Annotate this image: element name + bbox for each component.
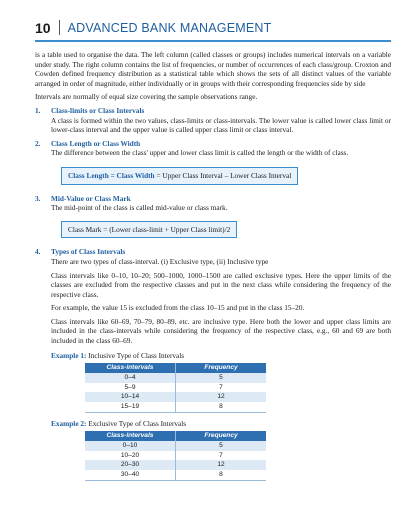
column-header: Frequency bbox=[176, 363, 267, 373]
table-row bbox=[85, 441, 266, 451]
table-row bbox=[85, 373, 266, 383]
section-heading: Mid-Value or Class Mark bbox=[51, 193, 131, 203]
table-cell: 8 bbox=[176, 470, 267, 480]
column-header: Class-intervals bbox=[85, 363, 176, 373]
header-rule bbox=[35, 40, 391, 42]
table-cell: 5 bbox=[176, 441, 267, 451]
section-number: 1. bbox=[35, 105, 41, 115]
table-header-row bbox=[85, 363, 266, 373]
section-body-line: Class intervals like 0–10, 10–20; 500–1000, 1000–1500 are called exclusive types. Here the upper limits of the classes are excluded from the respective classes and put in the next class while considering the frequency of the respective class. bbox=[51, 270, 391, 299]
table-row bbox=[85, 392, 266, 402]
table-cell: 12 bbox=[176, 460, 267, 470]
table-cell: 7 bbox=[176, 383, 267, 393]
table-cell: 5 bbox=[176, 373, 267, 383]
table-cell: 0–10 bbox=[85, 441, 176, 451]
class-mark-formula-box: Class Mark = (Lower class-limit + Upper Class limit)/2 bbox=[61, 221, 237, 239]
class-width-formula-box bbox=[61, 167, 298, 185]
column-header: Class-intervals bbox=[85, 431, 176, 441]
formula-rest: = Upper Class Interval – Lower Class Interval bbox=[154, 170, 292, 180]
section-number: 4. bbox=[35, 247, 41, 257]
table-header-row bbox=[85, 431, 266, 441]
section-heading: Types of Class Intervals bbox=[51, 247, 126, 257]
example-text: Inclusive Type of Class Intervals bbox=[86, 350, 185, 360]
section-body-line: Class intervals like 60–69, 70–79, 80–89, etc. are inclusive type. Here both the lower and upper class limits are included in the class-intervals while considering the frequency of the respective class, e.g., 60 and 69 are both included in the class 60–69. bbox=[51, 316, 391, 346]
intervals-note: Intervals are normally of equal size covering the sample observations range. bbox=[35, 92, 258, 102]
section-1 bbox=[35, 106, 391, 135]
section-number: 3. bbox=[35, 193, 41, 203]
table-cell: 30–40 bbox=[85, 470, 176, 480]
table-cell: 10–14 bbox=[85, 392, 176, 402]
formula-keyword: Class Length = Class Width bbox=[68, 170, 155, 180]
example-text: Exclusive Type of Class Intervals bbox=[86, 418, 187, 428]
table-cell: 0–4 bbox=[85, 373, 176, 383]
example-2-caption bbox=[51, 419, 391, 429]
section-heading: Class Length or Class Width bbox=[51, 138, 141, 148]
section-4 bbox=[35, 247, 391, 345]
section-body-line: For example, the value 15 is excluded from the class 10–15 and put in the class 15–20. bbox=[51, 303, 305, 313]
page-body bbox=[35, 50, 391, 487]
section-2 bbox=[35, 139, 391, 158]
column-header: Frequency bbox=[176, 431, 267, 441]
table-row bbox=[85, 402, 266, 412]
table-row bbox=[85, 451, 266, 461]
exclusive-class-table bbox=[85, 431, 266, 480]
section-body: The difference between the class' upper and lower class limit is called the length or the width of class. bbox=[51, 148, 349, 158]
running-header bbox=[35, 14, 395, 36]
section-body: A class is formed within the two values, class-limits or class-intervals. The lower value is called lower class limit or lower-class interval and the upper value is called upper class limit or class interval. bbox=[51, 115, 391, 135]
table-cell: 20–30 bbox=[85, 460, 176, 470]
book-title: ADVANCED BANK MANAGEMENT bbox=[67, 21, 272, 35]
header-separator bbox=[59, 20, 60, 35]
section-body: The mid-point of the class is called mid-value or class mark. bbox=[51, 203, 228, 213]
table-cell: 10–20 bbox=[85, 451, 176, 461]
table-cell: 15–19 bbox=[85, 402, 176, 412]
table-row bbox=[85, 383, 266, 393]
section-number: 2. bbox=[35, 138, 41, 148]
table-cell: 8 bbox=[176, 402, 267, 412]
page-number: 10 bbox=[35, 20, 51, 36]
section-body-line: There are two types of class-interval. (i) Exclusive type, (ii) Inclusive type bbox=[51, 256, 269, 266]
intro-paragraph: is a table used to organise the data. The left column (called classes or groups) includes numerical intervals on a variable under study. The right column contains the list of frequencies, or number of occurrences of each class/group. Croxton and Cowden defined frequency distribution as a statistical table which shows the sets of all distinct values of the variable arranged in order of magnitude, either individually or in groups with their corresponding frequencies side by side bbox=[35, 50, 391, 88]
table-cell: 7 bbox=[176, 451, 267, 461]
table-row bbox=[85, 460, 266, 470]
example-1-caption bbox=[51, 351, 391, 361]
table-cell: 12 bbox=[176, 392, 267, 402]
section-3 bbox=[35, 194, 391, 213]
section-heading: Class-limits or Class Intervals bbox=[51, 105, 145, 115]
table-cell: 5–9 bbox=[85, 383, 176, 393]
example-label: Example 1: bbox=[51, 350, 87, 360]
example-label: Example 2: bbox=[51, 418, 87, 428]
inclusive-class-table bbox=[85, 363, 266, 412]
table-row bbox=[85, 470, 266, 480]
